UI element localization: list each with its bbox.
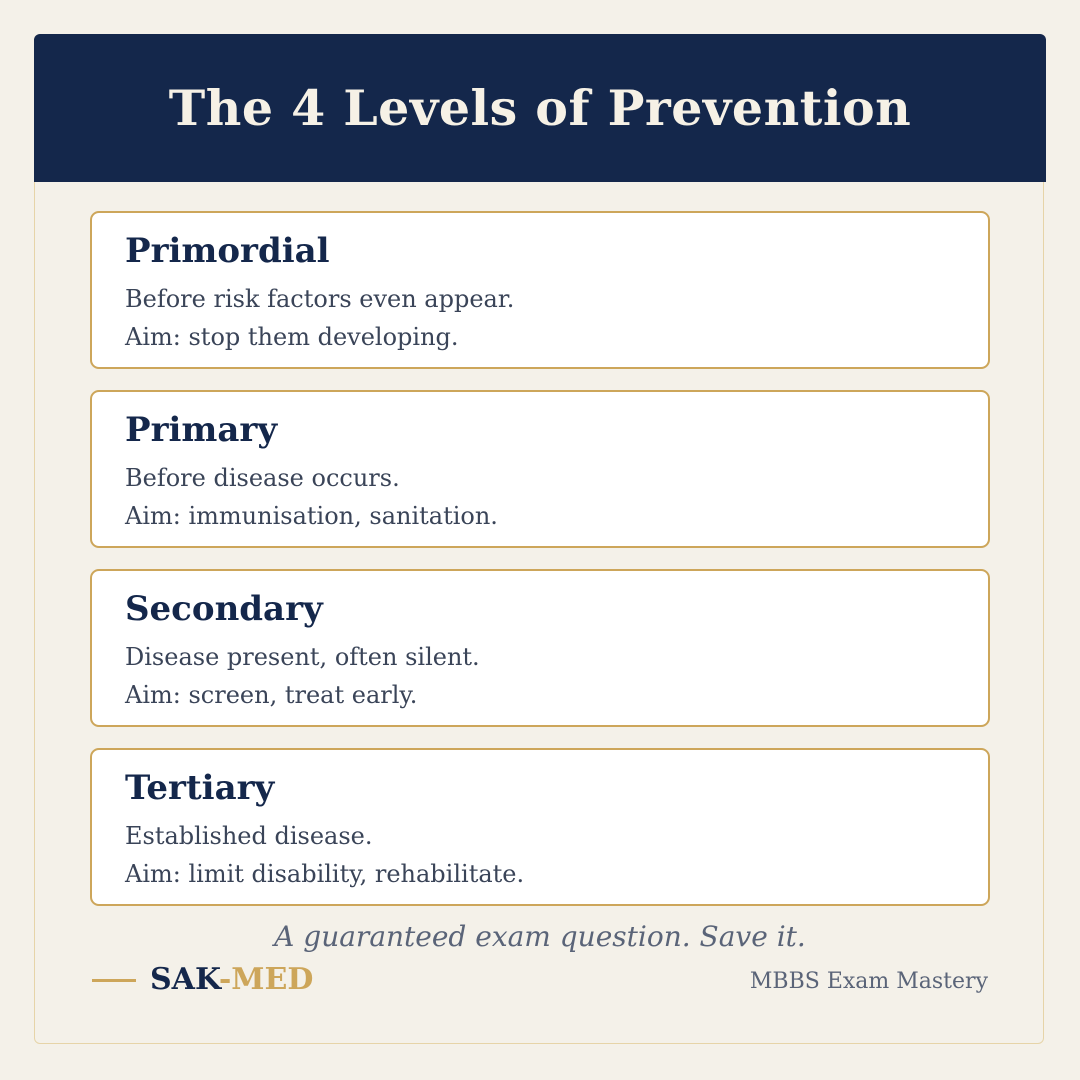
level-name: Primary [125,410,278,450]
brand-subtitle: MBBS Exam Mastery [749,969,988,994]
level-card-secondary [90,569,990,727]
level-description: Before risk factors even appear. [125,285,515,313]
level-description: Established disease. [125,822,373,850]
brand-name [150,962,313,998]
tagline: A guaranteed exam question. Save it. [274,920,806,953]
level-card-tertiary [90,748,990,906]
brand-name-part1: SAK [150,962,219,997]
level-aim: Aim: limit disability, rehabilitate. [125,860,525,888]
level-aim: Aim: immunisation, sanitation. [125,502,498,530]
header-banner [34,34,1046,182]
brand-rule-divider [92,979,136,982]
level-name: Secondary [125,589,323,629]
level-card-primary [90,390,990,548]
level-card-primordial [90,211,990,369]
level-name: Primordial [125,231,330,271]
level-aim: Aim: stop them developing. [125,323,459,351]
level-aim: Aim: screen, treat early. [125,681,418,709]
level-description: Before disease occurs. [125,464,400,492]
level-name: Tertiary [125,768,275,808]
page-title: The 4 Levels of Prevention [168,79,912,137]
brand-logo [92,962,313,998]
level-description: Disease present, often silent. [125,643,480,671]
brand-name-part2: -MED [218,962,314,997]
